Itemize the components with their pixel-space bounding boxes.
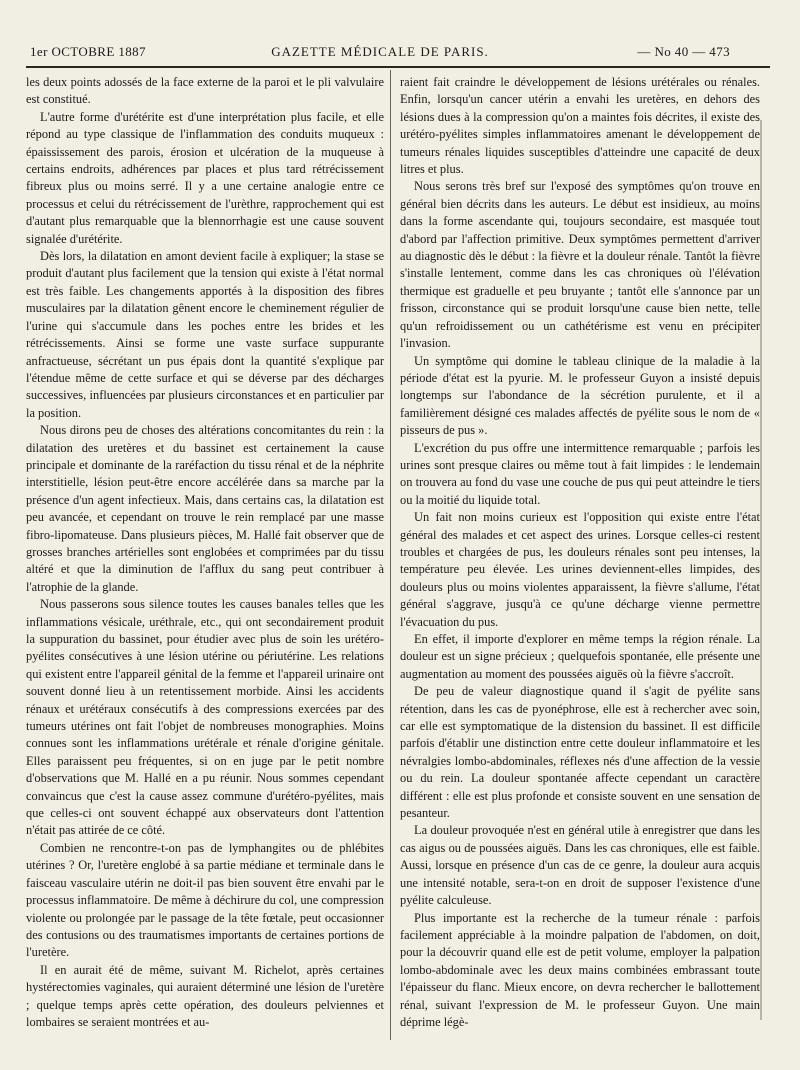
left-column (26, 74, 384, 1042)
page-header (30, 44, 730, 64)
publication-title: GAZETTE MÉDICALE DE PARIS. (271, 44, 489, 59)
paragraph: Il en aurait été de même, suivant M. Richelot, après certaines hystérectomies vaginales, qui auraient déterminé une lésion de l'uretère ; quelque temps après cette opération, des douleurs pelviennes et lombaires se seraient montrées et au- (26, 962, 384, 1029)
paragraph: L'excrétion du pus offre une intermittence remarquable ; parfois les urines sont presque claires ou même tout à fait limpides : le lendemain on trouvera au fond du vase une couche de pus qui peut atteindre le tiers ou la moitié du liquide total. (400, 440, 760, 507)
paragraph: Nous serons très bref sur l'exposé des symptômes qu'on trouve en général bien décrits dans les auteurs. Le début est insidieux, au moins dans la forme ascendante qui, toujours secondaire, est masquée tout d'abord par l'affection primitive. Deux symptômes permettent d'arriver au diagnostic dès le début : la fièvre et la douleur rénale. Tantôt la fièvre s'installe lentement, comme dans les cas chroniques où l'élévation thermique est graduelle et peu bruyante ; tantôt elle s'annonce par un frisson, circonstance qui se produit lorsqu'une cause bien nette, telle qu'un refroidissement ou un cathétérisme est venu en précipiter l'invasion. (400, 179, 760, 351)
issue-page-number: — No 40 — 473 (637, 44, 730, 59)
paragraph: L'autre forme d'urétérite est d'une interprétation plus facile, et elle répond au type classique de l'inflammation des conduits muqueux : épaississement des parois, érosion et ulcération de la muqueuse à certains endroits, adhérences par places et plus tard rétrécissement fibreux plus ou moins serré. Il y a une certaine analogie entre ce processus et celui du rétrécissement de l'urèthre, rapprochement qui est d'autant plus remarquable que la blennorrhagie est une cause souvent signalée d'urétérite. (26, 109, 384, 246)
paragraph: Nous dirons peu de choses des altérations concomitantes du rein : la dilatation des uretères et du bassinet est certainement la cause principale et dominante de la raréfaction du tissu rénal et de la néphrite interstitielle, lésion peut-être encore accélérée dans sa marche par la présence d'un agent infectieux. Mais, dans certains cas, la dilatation est peu avancée, et cependant on trouve le rein remplacé par une masse fibro-lipomateuse. Dans plusieurs pièces, M. Hallé fait observer que de grosses branches artérielles sont englobées et comprimées par du tissu altéré et que la diminution de l'afflux du sang peut contribuer à l'atrophie de la glande. (26, 423, 384, 594)
paragraph: En effet, il importe d'explorer en même temps la région rénale. La douleur est un signe précieux ; quelquefois spontanée, elle présente une augmentation au moment des poussées aiguës où la fièvre s'accroît. (400, 632, 760, 681)
header-rule (26, 66, 770, 68)
paragraph: De peu de valeur diagnostique quand il s'agit de pyélite sans rétention, dans les cas de pyonéphrose, elle est à rechercher avec soin, car elle est symptomatique de la distension du bassinet. Il est difficile parfois d'établir une distinction entre cette douleur inflammatoire et les névralgies lombo-abdominales, réflexes nés d'une affection de la vessie ou du rein. La douleur spontanée affecte cependant un caractère différent : elle est plus profonde et consiste souvent en une sensation de pesanteur. (400, 684, 760, 821)
paragraph: les deux points adossés de la face externe de la paroi et le pli valvulaire est constitué. (26, 75, 384, 107)
paragraph: Nous passerons sous silence toutes les causes banales telles que les inflammations vésicale, uréthrale, etc., qui ont secondairement produit la suppuration du bassinet, pour étudier avec plus de soin les urétéro-pyélites consécutives à une lésion utérine ou périutérine. Les relations qui existent entre l'appareil génital de la femme et l'appareil urinaire ont souvent donné lieu à un retentissement morbide. Ainsi les accidents rénaux et urétéraux consécutifs à des compressions exercées par des tumeurs utérines ont fait l'objet de nombreuses monographies. Moins connues sont les inflammations urétérale et rénale d'origine génitale. Elles paraissent peu fréquentes, si on en juge par le petit nombre d'observations que M. Hallé en a pu réunir. Nous sommes cependant convaincus que c'est la cause assez commune d'urétéro-pyélites, mais que celles-ci ont souvent échappé aux observateurs dont l'attention n'était pas attirée de ce côté. (26, 597, 384, 838)
paragraph: Un fait non moins curieux est l'opposition qui existe entre l'état général des malades et cet aspect des urines. Lorsque celles-ci restent troubles et chargées de pus, les douleurs rénales sont peu intenses, la température peu élevée. Les urines deviennent-elles limpides, des douleurs plus ou moins violentes apparaissent, la fièvre s'allume, l'état général s'aggrave, jusqu'à ce qu'une décharge vienne permettre l'évacuation du pus. (400, 510, 760, 629)
column-divider (390, 70, 391, 1040)
binding-edge-line (760, 120, 762, 1020)
issue-date: 1er OCTOBRE 1887 (30, 44, 146, 59)
paragraph: raient fait craindre le développement de lésions urétérales ou rénales. Enfin, lorsqu'un cancer utérin a envahi les uretères, en dehors des lésions dues à la compression qu'on a maintes fois décrites, il existe des urétéro-pyélites simples inflammatoires amenant le développement de tumeurs rénales liquides susceptibles d'atteindre une capacité de deux litres et plus. (400, 75, 760, 177)
paragraph: Dès lors, la dilatation en amont devient facile à expliquer; la stase se produit d'autant plus facilement que la tension qui existe à l'état normal est très faible. Les changements apportés à la disposition des fibres musculaires par la dilatation gênent encore le cheminement régulier de l'urine qui s'accumule dans les poches entre les brides et les rétrécissements. Ainsi se forme une vaste surface suppurante anfractueuse, sécrétant un pus épais dont la quantité s'explique par l'étendue même de cette surface et qui se déverse par des décharges successives, influencées par plusieurs circonstances et en particulier par la position. (26, 249, 384, 420)
paragraph: Un symptôme qui domine le tableau clinique de la maladie à la période d'état est la pyurie. M. le professeur Guyon a insisté depuis longtemps sur l'abondance de la sécrétion purulente, et il a familièrement désigné ces malades affectés de pyélite sous le nom de « pisseurs de pus ». (400, 353, 760, 438)
right-column (400, 74, 760, 1042)
paragraph: La douleur provoquée n'est en général utile à enregistrer que dans les cas aigus ou de poussées aiguës. Dans les cas chroniques, elle est faible. Aussi, lorsque en présence d'un cas de ce genre, la douleur aura acquis une intensité notable, sera-t-on en droit de supposer l'existence d'une pyélite calculeuse. (400, 823, 760, 908)
paragraph: Plus importante est la recherche de la tumeur rénale : parfois facilement appréciable à la moindre palpation de l'abdomen, on doit, pour la découvrir quand elle est de petit volume, employer la palpation lombo-abdominale avec les deux mains combinées embrassant toute l'épaisseur du flanc. Mieux encore, on devra rechercher le ballottement rénal, suivant l'expression de M. le professeur Guyon. Une main déprime légè- (400, 910, 760, 1029)
paragraph: Combien ne rencontre-t-on pas de lymphangites ou de phlébites utérines ? Or, l'uretère englobé à sa partie médiane et terminale dans le faisceau vasculaire utérin ne doit-il pas bien souvent être envahi par le processus inflammatoire. De même à déchirure du col, une compression violente ou prolongée par le passage de la tête fœtale, peut occasionner des contusions ou des traumatismes importants de certaines portions de l'uretère. (26, 840, 384, 960)
